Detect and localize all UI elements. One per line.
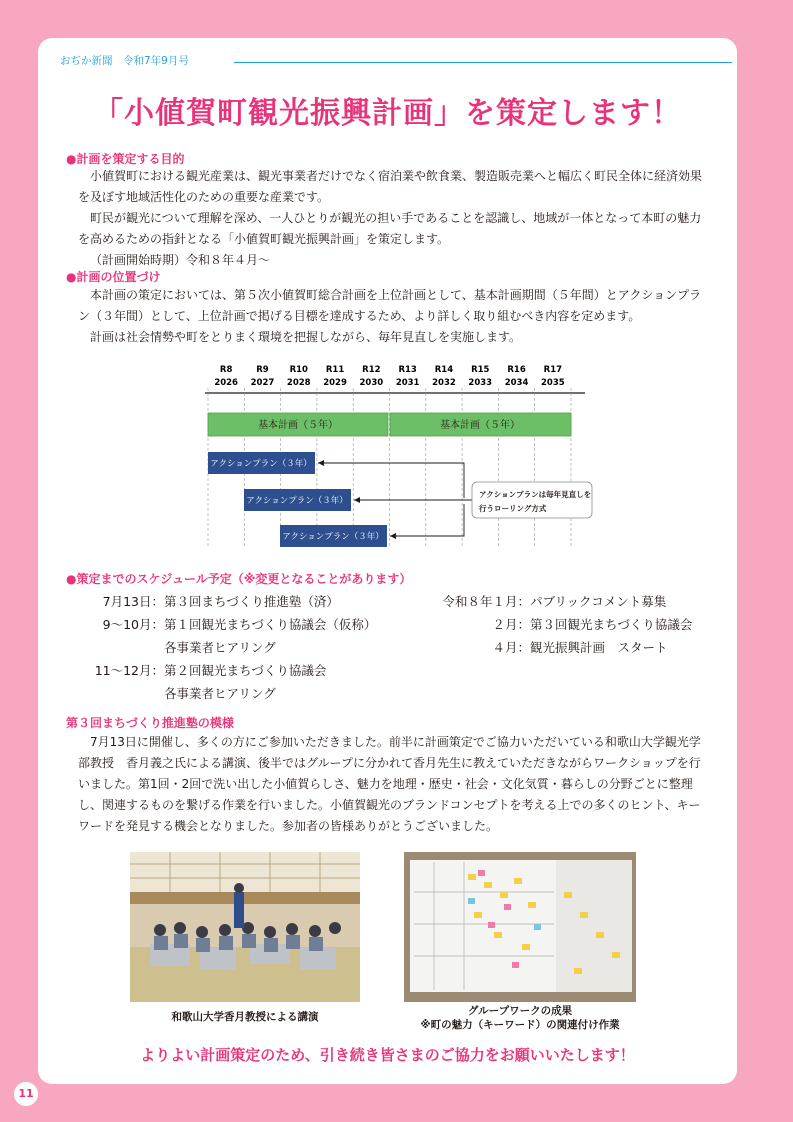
workshop-paragraph: 7月13日に開催し、多くの方にご参加いただきました。前半に計画策定でご協力いただいている和歌山大学観光学部教授 香月義之氏による講演、後半ではグループに分かれて香月先生に教えていただきながらワークショップを行いました。第1回・2回で洗い出した小値賀らしさ、魅力を地理・歴史・社会・文化気質・暮らしの分野ごとに整理し、関連するものを繋げる作業を行いました。小値賀観光のブランドコンセプトを考える上での多くのヒント、キーワードを発見する機会となりました。参加者の皆様ありがとうございました。 [78, 735, 701, 833]
newsletter-header: おぢか新聞 令和7年9月号 [60, 55, 189, 67]
schedule-heading: ●策定までのスケジュール予定（※変更となることがあります） [66, 572, 412, 586]
schedule-row [78, 682, 376, 705]
purpose-heading: ●計画を策定する目的 [66, 152, 185, 166]
year-reiwa-label: R16 [507, 365, 526, 375]
schedule-what: 各事業者ヒアリング [164, 640, 276, 655]
schedule-row [78, 659, 376, 682]
year-reiwa-label: R13 [398, 365, 417, 375]
rolling-note-line-1: アクションプランは毎年見直しを [479, 490, 592, 499]
basic-plan-label-2: 基本計画（５年） [440, 420, 520, 431]
year-western-label: 2035 [541, 378, 565, 388]
year-western-label: 2031 [395, 378, 420, 388]
lecture-photo [130, 852, 360, 1002]
action-plan-label-1: アクションプラン（３年） [210, 459, 312, 469]
year-reiwa-label: R14 [434, 365, 454, 375]
closing-message: よりよい計画策定のため、引き続き皆さまのご協力をお願いいたします！ [140, 1046, 635, 1064]
action-plan-label-2: アクションプラン（３年） [246, 496, 348, 506]
year-western-label: 2033 [468, 378, 493, 388]
schedule-when [78, 682, 164, 705]
workshop-heading: 第３回まちづくり推進塾の模様 [66, 716, 234, 730]
schedule-row [418, 590, 692, 613]
schedule-row [78, 590, 376, 613]
groupwork-photo [404, 852, 636, 1002]
purpose-paragraph-2: 町民が観光について理解を深め、一人ひとりが観光の担い手であることを認識し、地域が一体となって本町の魅力を高めるための指針となる「小値賀町観光振興計画」を策定します。 [78, 211, 702, 246]
year-western-label: 2028 [286, 378, 311, 388]
position-paragraph-1: 本計画の策定においては、第５次小値賀町総合計画を上位計画として、基本計画期間（５年間）とアクションプラン（３年間）として、上位計画で掲げる目標を達成するため、より詳しく取り組むべき内容を定めます。 [78, 288, 702, 323]
purpose-start-date: （計画開始時期）令和８年４月～ [90, 253, 271, 267]
schedule-what: 第３回まちづくり推進塾（済） [164, 594, 339, 609]
groupwork-caption-line-1: グループワークの成果 [467, 1005, 573, 1017]
schedule-when [78, 636, 164, 659]
schedule-when: 11～12月： [94, 663, 164, 678]
position-paragraph-2: 計画は社会情勢や町をとりまく環境を把握しながら、毎年見直しを実施します。 [90, 330, 522, 344]
year-western-label: 2026 [214, 378, 238, 388]
schedule-what: 観光振興計画 スタート [530, 640, 668, 655]
schedule-what: 各事業者ヒアリング [164, 686, 276, 701]
year-reiwa-label: R8 [219, 365, 233, 375]
year-western-label: 2027 [250, 378, 275, 388]
schedule-row [78, 636, 376, 659]
workshop-body [78, 732, 708, 837]
schedule-what: 第２回観光まちづくり協議会 [164, 663, 327, 678]
schedule-left-list [78, 590, 376, 705]
schedule-when: 7月13日： [102, 594, 164, 609]
page-number: 11 [14, 1082, 38, 1106]
groupwork-caption-line-2: ※町の魅力（キーワード）の関連付け作業 [420, 1019, 620, 1031]
year-reiwa-label: R12 [362, 365, 381, 375]
position-body [78, 285, 708, 348]
page-sheet [38, 38, 737, 1084]
header-rule [234, 62, 732, 63]
year-western-label: 2032 [432, 378, 456, 388]
basic-plan-label-1: 基本計画（５年） [258, 420, 338, 431]
schedule-what: パブリックコメント募集 [530, 594, 667, 609]
schedule-when: ４月： [492, 640, 530, 655]
schedule-row [418, 636, 692, 659]
schedule-row [418, 613, 692, 636]
groupwork-caption [398, 1004, 642, 1032]
action-plan-label-3: アクションプラン（３年） [282, 532, 384, 542]
schedule-what: 第１回観光まちづくり協議会（仮称） [164, 617, 377, 632]
year-reiwa-label: R15 [471, 365, 490, 375]
year-reiwa-label: R10 [289, 365, 308, 375]
rolling-note-line-2: 行うローリング方式 [479, 504, 547, 513]
schedule-when: 9～10月： [102, 617, 164, 632]
schedule-right-list [418, 590, 692, 659]
year-reiwa-label: R9 [256, 365, 269, 375]
schedule-when: ２月： [492, 617, 530, 632]
lecture-photo-caption: 和歌山大学香月教授による講演 [171, 1011, 319, 1023]
plan-timeline-diagram [200, 360, 595, 550]
year-western-label: 2029 [323, 378, 347, 388]
schedule-row [78, 613, 376, 636]
year-western-label: 2030 [359, 378, 384, 388]
year-reiwa-label: R17 [543, 365, 563, 375]
position-heading: ●計画の位置づけ [66, 270, 161, 284]
purpose-body [78, 166, 708, 271]
page-title: 「小値賀町観光振興計画」を策定します！ [93, 96, 682, 131]
year-reiwa-label: R11 [325, 365, 345, 375]
year-western-label: 2034 [504, 378, 529, 388]
purpose-paragraph-1: 小値賀町における観光産業は、観光事業者だけでなく宿泊業や飲食業、製造販売業へと幅広く町民全体に経済効果を及ぼす地域活性化のための重要な産業です。 [78, 169, 703, 204]
schedule-what: 第３回観光まちづくり協議会 [530, 617, 693, 632]
schedule-when: 令和８年１月： [442, 594, 530, 609]
